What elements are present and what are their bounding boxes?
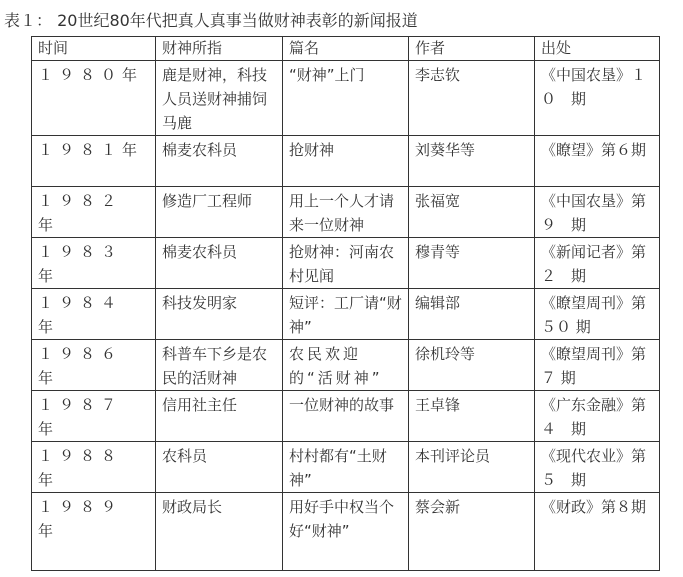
cell-who: 棉麦农科员 <box>156 238 283 289</box>
cell-author: 张福宽 <box>409 187 535 238</box>
cell-source: 《财政》第８期 <box>535 493 660 571</box>
table-row <box>32 238 660 289</box>
table-row <box>32 289 660 340</box>
table-header-row <box>32 37 660 61</box>
cell-author: 穆青等 <box>409 238 535 289</box>
cell-who: 棉麦农科员 <box>156 136 283 187</box>
header-title: 篇名 <box>283 37 409 61</box>
cell-who: 修造厂工程师 <box>156 187 283 238</box>
cell-author: 李志钦 <box>409 61 535 136</box>
cell-author: 本刊评论员 <box>409 442 535 493</box>
cell-title: 农民欢迎的“活财神” <box>283 340 409 391</box>
cell-author: 王卓锋 <box>409 391 535 442</box>
cell-source: 《瞭望周刊》第７ 期 <box>535 340 660 391</box>
cell-who: 科技发明家 <box>156 289 283 340</box>
table-caption: 表１： 20世纪80年代把真人真事当做财神表彰的新闻报道 <box>4 11 418 30</box>
cell-who: 鹿是财神，科技人员送财神捕饲马鹿 <box>156 61 283 136</box>
table-row <box>32 61 660 136</box>
cell-who: 信用社主任 <box>156 391 283 442</box>
cell-year: １９８４ 年 <box>32 289 156 340</box>
cell-source: 《广东金融》第４ 期 <box>535 391 660 442</box>
cell-year: １９８７ 年 <box>32 391 156 442</box>
cell-author: 蔡会新 <box>409 493 535 571</box>
cell-year: １９８６ 年 <box>32 340 156 391</box>
cell-year: １９８８ 年 <box>32 442 156 493</box>
table-row <box>32 340 660 391</box>
cell-title: 短评：工厂请“财神” <box>283 289 409 340</box>
cell-year: １９８１年 <box>32 136 156 187</box>
cell-source: 《新闻记者》第２ 期 <box>535 238 660 289</box>
cell-year: １９８２ 年 <box>32 187 156 238</box>
cell-year: １９８９ 年 <box>32 493 156 571</box>
cell-who: 财政局长 <box>156 493 283 571</box>
cell-year: １９８０年 <box>32 61 156 136</box>
cell-source: 《瞭望》第６期 <box>535 136 660 187</box>
table-row <box>32 187 660 238</box>
cell-title: 一位财神的故事 <box>283 391 409 442</box>
cell-title: 用上一个人才请来一位财神 <box>283 187 409 238</box>
cell-source: 《中国农垦》１０ 期 <box>535 61 660 136</box>
header-source: 出处 <box>535 37 660 61</box>
cell-author: 编辑部 <box>409 289 535 340</box>
cell-title: 抢财神：河南农村见闻 <box>283 238 409 289</box>
cell-title: 抢财神 <box>283 136 409 187</box>
cell-author: 刘葵华等 <box>409 136 535 187</box>
cell-source: 《中国农垦》第９ 期 <box>535 187 660 238</box>
table-row <box>32 493 660 571</box>
cell-title: 村村都有“土财神” <box>283 442 409 493</box>
table-row <box>32 391 660 442</box>
cell-title: “财神”上门 <box>283 61 409 136</box>
header-who: 财神所指 <box>156 37 283 61</box>
header-author: 作者 <box>409 37 535 61</box>
table-row <box>32 136 660 187</box>
table-row <box>32 442 660 493</box>
news-reports-table <box>31 36 660 571</box>
cell-year: １９８３ 年 <box>32 238 156 289</box>
cell-who: 农科员 <box>156 442 283 493</box>
cell-title: 用好手中权当个好“财神” <box>283 493 409 571</box>
cell-source: 《瞭望周刊》第５０ 期 <box>535 289 660 340</box>
cell-source: 《现代农业》第５ 期 <box>535 442 660 493</box>
cell-who: 科普车下乡是农民的活财神 <box>156 340 283 391</box>
cell-author: 徐机玲等 <box>409 340 535 391</box>
header-time: 时间 <box>32 37 156 61</box>
